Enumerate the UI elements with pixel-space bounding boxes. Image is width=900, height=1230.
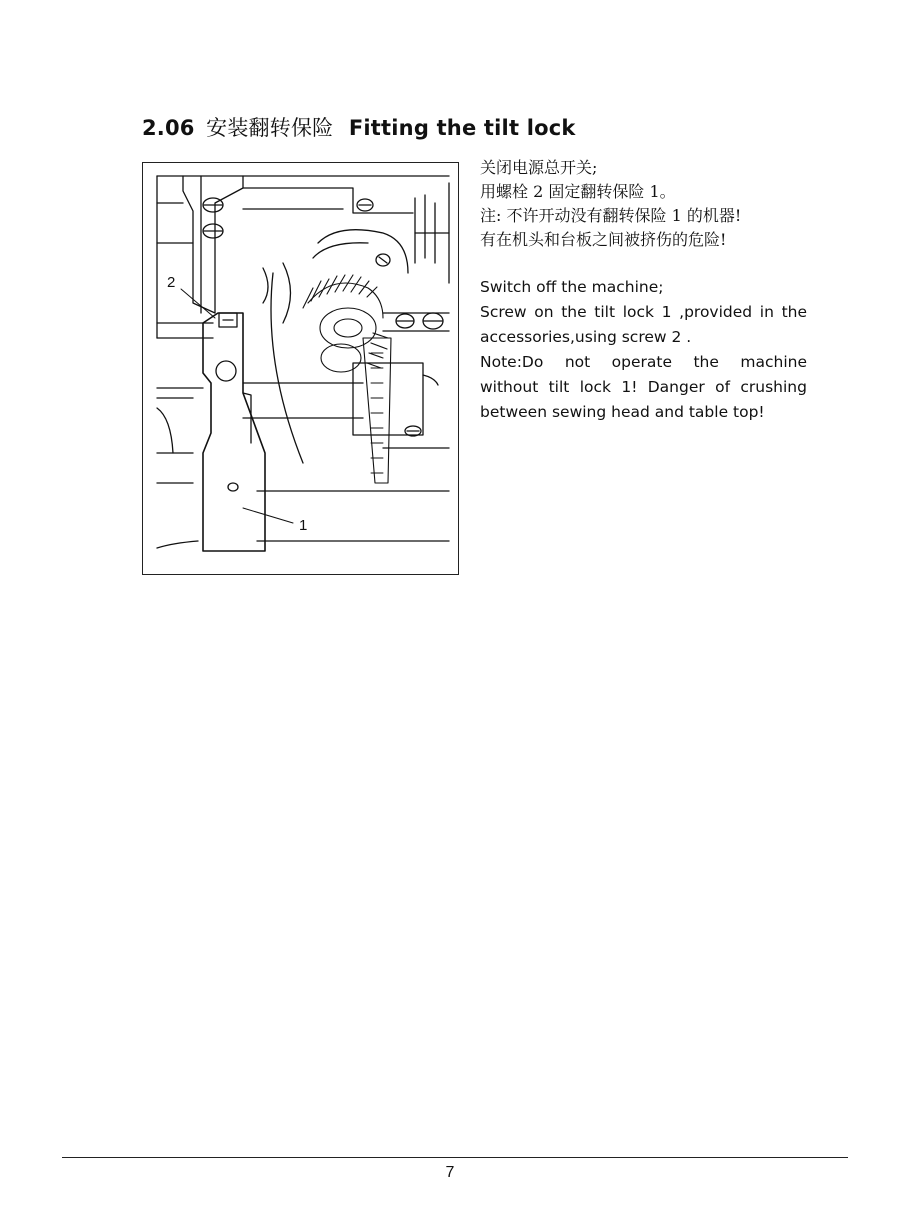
callout-label-2: 2: [167, 274, 176, 291]
section-title-chinese: 安装翻转保险: [206, 116, 334, 140]
instruction-en-line: between sewing head and table top!: [480, 403, 765, 421]
word: lock: [622, 303, 654, 321]
instruction-cn-line: 关闭电源总开关;: [480, 158, 598, 177]
word: operate: [611, 353, 673, 371]
instruction-en-line: accessories,using screw 2 .: [480, 328, 692, 346]
word: 1!: [621, 378, 638, 396]
word: without: [480, 378, 539, 396]
word: Danger: [647, 378, 705, 396]
word: Note:Do: [480, 353, 544, 371]
callout-label-1: 1: [299, 517, 308, 534]
instruction-en-line: [480, 375, 807, 400]
word: machine: [740, 353, 807, 371]
word: tilt: [548, 378, 570, 396]
word: tilt: [594, 303, 616, 321]
instruction-en-line: [480, 300, 807, 325]
word: 1: [661, 303, 672, 321]
word: of: [715, 378, 731, 396]
word: on: [534, 303, 554, 321]
instructions-english: [480, 275, 808, 425]
instruction-en-line: [480, 350, 807, 375]
word: crushing: [740, 378, 807, 396]
word: in: [759, 303, 774, 321]
word: the: [781, 303, 807, 321]
section-number: 2.06: [142, 116, 195, 140]
word: the: [561, 303, 587, 321]
word: lock: [579, 378, 612, 396]
page-number: 7: [445, 1164, 455, 1181]
section-heading: [142, 112, 576, 142]
word: Screw: [480, 303, 527, 321]
tilt-lock-drawing: [143, 163, 460, 576]
word: the: [693, 353, 719, 371]
tilt-lock-illustration: [142, 162, 459, 575]
instruction-cn-line: 注: 不许开动没有翻转保险 1 的机器!: [480, 206, 742, 225]
instruction-cn-line: 有在机头和台板之间被挤伤的危险!: [480, 230, 727, 249]
instructions-column: [480, 156, 808, 425]
section-title-english: Fitting the tilt lock: [348, 116, 576, 140]
footer-divider: [62, 1157, 848, 1158]
word: ,provided: [679, 303, 753, 321]
word: not: [564, 353, 591, 371]
instruction-en-line: Switch off the machine;: [480, 278, 664, 296]
instruction-cn-line: 用螺栓 2 固定翻转保险 1。: [480, 182, 676, 201]
